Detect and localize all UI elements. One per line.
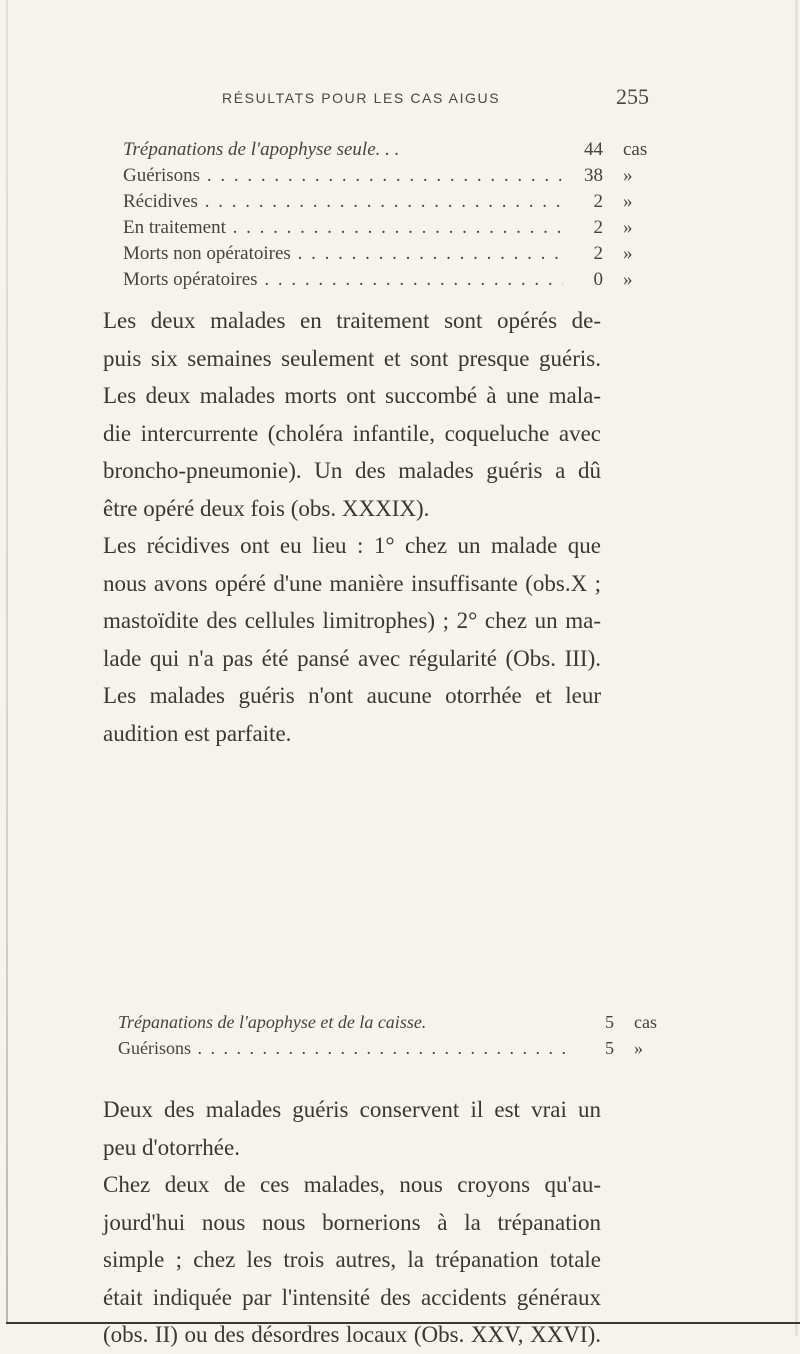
text-line: jourd'hui nous nous bornerions à la trépanation bbox=[103, 1209, 601, 1235]
stat-unit: » bbox=[623, 269, 633, 290]
text-line: était indiquée par l'intensité des accidents généraux bbox=[103, 1284, 601, 1310]
text-line: peu d'otorrhée. bbox=[103, 1134, 240, 1160]
body-text-block-2 bbox=[103, 1091, 601, 1354]
text-line: mastoïdite des cellules limitrophes) ; 2° chez un ma- bbox=[103, 608, 601, 633]
page-edge-right bbox=[795, 0, 798, 1336]
stat-value: 5 bbox=[605, 1012, 614, 1032]
stat-label: Guérisons . . . bbox=[123, 163, 563, 189]
stat-label: En traitement . . . bbox=[123, 215, 563, 241]
text-line: Les deux malades en traitement sont opérés de- bbox=[103, 308, 601, 333]
text-line: Deux des malades guéris conservent il est vrai un bbox=[103, 1097, 601, 1122]
text-line: puis six semaines seulement et sont presque guéris. bbox=[103, 345, 601, 371]
stat-unit: » bbox=[623, 165, 633, 186]
stat-label: Morts opératoires . . . bbox=[123, 267, 563, 293]
text-line: être opéré deux fois (obs. XXXIX). bbox=[103, 495, 430, 521]
text-line: Chez deux de ces malades, nous croyons qu'au- bbox=[103, 1172, 601, 1197]
text-line: nous avons opéré d'une manière insuffisante (obs.X ; bbox=[103, 570, 601, 596]
text-line: Les malades guéris n'ont aucune otorrhée et leur bbox=[103, 683, 601, 708]
stat-label: Morts non opératoires . . . bbox=[123, 241, 563, 267]
stat-value: 5 bbox=[605, 1038, 614, 1058]
running-title: RÉSULTATS POUR LES CAS AIGUS bbox=[222, 90, 501, 106]
page-number: 255 bbox=[616, 84, 649, 109]
stat-label: Trépanations de l'apophyse et de la caisse. bbox=[118, 1012, 427, 1032]
stat-value: 44 bbox=[584, 139, 603, 160]
stat-unit: cas bbox=[634, 1012, 657, 1032]
text-line: Les récidives ont eu lieu : 1° chez un malade que bbox=[103, 533, 601, 558]
text-line: simple ; chez les trois autres, la trépanation totale bbox=[103, 1247, 601, 1272]
text-line: (obs. II) ou des désordres locaux (Obs. XXV, XXVI). bbox=[103, 1322, 601, 1347]
stat-unit: » bbox=[623, 191, 633, 212]
text-line: lade qui n'a pas été pansé avec régularité (Obs. III). bbox=[103, 645, 601, 671]
text-line: Les deux malades morts ont succombé à une mala- bbox=[103, 383, 601, 408]
stat-value: 2 bbox=[593, 217, 603, 238]
text-line: broncho-pneumonie). Un des malades guéris a dû bbox=[103, 458, 601, 483]
stat-unit: » bbox=[623, 217, 633, 238]
text-line: die intercurrente (choléra infantile, coqueluche avec bbox=[103, 420, 601, 446]
stat-value: 0 bbox=[593, 269, 603, 290]
stat-label: Guérisons . . . bbox=[118, 1035, 574, 1061]
text-line: audition est parfaite. bbox=[103, 720, 292, 746]
stat-value: 38 bbox=[584, 165, 603, 186]
stat-label: Trépanations de l'apophyse seule. . . bbox=[123, 139, 400, 160]
stat-value: 2 bbox=[593, 191, 603, 212]
stat-unit: cas bbox=[623, 139, 648, 160]
body-text-block-1 bbox=[103, 302, 601, 752]
stat-value: 2 bbox=[593, 243, 603, 264]
page-edge bbox=[6, 0, 8, 1322]
stat-unit: » bbox=[623, 243, 633, 264]
stat-label: Récidives . . . bbox=[123, 189, 563, 215]
stat-unit: » bbox=[634, 1038, 643, 1058]
